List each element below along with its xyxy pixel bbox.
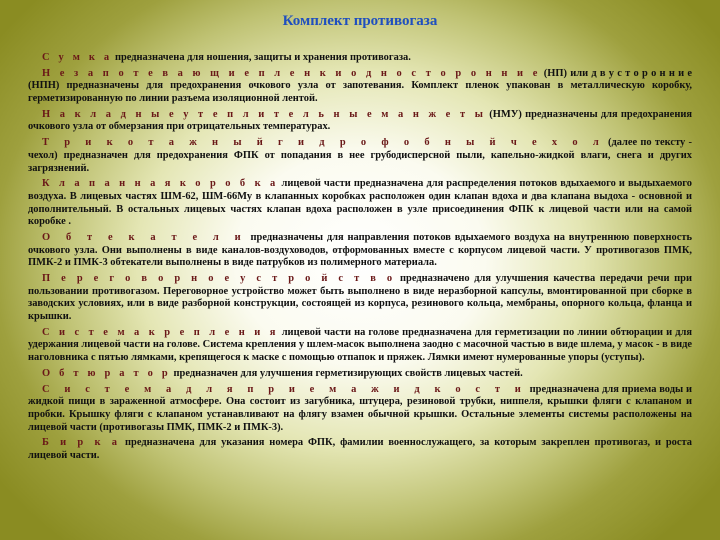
paragraph-cover xyxy=(28,137,692,175)
text-valve-box: лицевой части предназначена для распределения потоков вдыхаемого и выдыхаемого воздуха. В лицевых частях ШМ-62, ШМ-66Му в клапанных коробках расположен один клапан вдоха и два клапана выдоха - основной и дополнительный. В остальных лицевых частях клапан вдоха расположен в узле присоединения ФПК к лицевой части или на самой коробке . xyxy=(28,178,692,228)
paragraph-speech-device xyxy=(28,273,692,324)
text-obturator: предназначен для улучшения герметизирующих свойств лицевых частей. xyxy=(170,367,523,379)
term-tag: Б и р к а xyxy=(42,437,121,449)
paragraph-fastening-system xyxy=(28,327,692,365)
text-antifog-films: (НП) или д в у с т о р о н н и е (НПН) предназначены для предохранения очкового узла от запотевания. Комплект пленок упакован в металлическую коробку, герметизированную по линии разъема изоляционной лентой. xyxy=(28,67,692,105)
term-speech-device: П е р е г о в о р н о е у с т р о й с т в о xyxy=(42,273,396,284)
paragraph-bag xyxy=(28,52,692,65)
paragraph-antifog-films xyxy=(28,68,692,106)
term-cover: Т р и к о т а ж н ы й г и д р о ф о б н ы й ч е х о л xyxy=(42,137,605,149)
text-bag: предназначена для ношения, защиты и хранения противогаза. xyxy=(112,52,411,63)
term-bag: С у м к а xyxy=(42,52,113,63)
term-drinking-system: С и с т е м а д л я п р и е м а ж и д к о с т и xyxy=(42,383,527,395)
text-fairings: предназначены для направления потоков вдыхаемого воздуха на внутреннюю поверхность очкового узла. Они выполнены в виде каналов-воздуховодов, отформованных вместе с корпусом лицевой части. У противогазов ПМК, ПМК-2 и ПМК-3 обтекатели выполнены в виде патрубков из полимерного материала. xyxy=(28,231,692,269)
slide-body xyxy=(28,52,692,466)
paragraph-insulating-cuffs xyxy=(28,109,692,134)
term-fairings: О б т е к а т е л и xyxy=(42,231,247,243)
paragraph-obturator xyxy=(28,368,692,381)
paragraph-tag xyxy=(28,437,692,462)
term-valve-box: К л а п а н н а я к о р о б к а xyxy=(42,178,279,190)
slide-title: Комплект противогаза xyxy=(282,13,438,29)
text-fastening-system: лицевой части на голове предназначена для герметизации по линии обтюрации и для удержания лицевой части на голове. Система крепления у шлем-масок выполнена заодно с масочной частью в виде шлема, у масок - в виде наголовника с пятью лямками, крепящегося к маске с помощью отпапок и пряжек. Лямки имеют нумерованные упоры (уступы). xyxy=(28,326,692,364)
paragraph-fairings xyxy=(28,232,692,270)
text-cover: (далее по тексту - чехол) предназначен для предохранения ФПК от попадания в нее грубодисперсной пыли, капельно-жидкой влаги, снега и других загрязнений. xyxy=(28,137,693,174)
term-fastening-system: С и с т е м а к р е п л е н и я xyxy=(42,326,279,338)
text-drinking-system: предназначена для приема воды и жидкой пищи в зараженной атмосфере. Она состоит из загубника, штуцера, резиновой трубки, ниппеля, крышки фляги с клапаном и пробки. Крышку фляги с клапаном устанавливают на флягу взамен обычной крышки. Остальные элементы системы расположены на лицевой части (противогазы ПМК, ПМК-2 и ПМК-3). xyxy=(28,383,692,433)
paragraph-drinking-system xyxy=(28,384,692,435)
term-obturator: О б т ю р а т о р xyxy=(42,367,171,379)
paragraph-valve-box xyxy=(28,178,692,229)
text-tag: предназначена для указания номера ФПК, фамилии военнослужащего, за которым закреплен противогаз, и роста лицевой части. xyxy=(28,437,692,461)
text-speech-device: предназначено для улучшения качества передачи речи при пользовании противогазом. Переговорное устройство может быть выполнено в виде неразборной капсулы, вмонтированной при сборке в заводских условиях, или в виде разборной конструкции, состоящей из корпуса, резинового кольца, мембраны, опорного кольца, фланца и крышки. xyxy=(28,273,693,323)
text-insulating-cuffs: (НМУ) предназначены для предохранения очкового узла от обмерзания при отрицательных температурах. xyxy=(28,108,692,133)
term-insulating-cuffs: Н а к л а д н ы е у т е п л и т е л ь н ы е м а н ж е т ы xyxy=(42,108,487,120)
term-antifog-films: Н е з а п о т е в а ю щ и е п л е н к и о д н о с т о р о н н и е xyxy=(42,67,541,79)
